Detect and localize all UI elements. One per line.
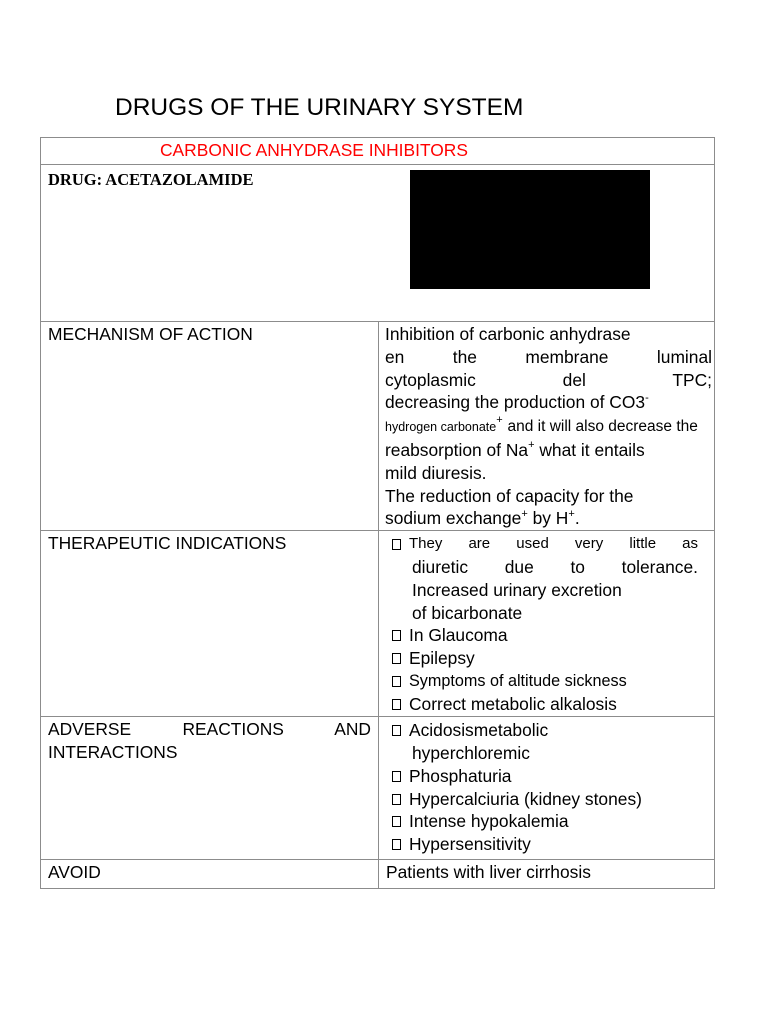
list-item-text: Hypersensitivity (409, 834, 531, 855)
list-item (409, 670, 698, 693)
adverse-label-cell (41, 717, 379, 860)
list-item-text: They are used very little as (409, 535, 698, 553)
mechanism-line-4: decreasing the production of CO3- (385, 391, 649, 413)
list-item (409, 765, 698, 788)
adverse-label-line-1: ADVERSE REACTIONS AND (48, 719, 371, 740)
adverse-row (41, 717, 715, 860)
list-item-continuation: diuretic due to tolerance. (412, 556, 698, 577)
list-item-continuation: hyperchloremic (412, 742, 530, 763)
avoid-value: Patients with liver cirrhosis (386, 862, 591, 883)
drug-row (41, 165, 715, 322)
checkbox-bullet-icon (392, 676, 401, 687)
list-item-text: Symptoms of altitude sickness (409, 671, 627, 690)
list-item (409, 810, 698, 833)
list-item-text: Correct metabolic alkalosis (409, 693, 617, 714)
list-item-text: In Glaucoma (409, 625, 508, 646)
checkbox-bullet-icon (392, 539, 401, 550)
mechanism-row (41, 322, 715, 531)
mechanism-line-2: en the membrane luminal (385, 346, 712, 367)
checkbox-bullet-icon (392, 630, 401, 641)
avoid-row (41, 860, 715, 889)
mechanism-label: MECHANISM OF ACTION (48, 324, 253, 344)
checkbox-bullet-icon (392, 725, 401, 736)
therapeutic-label: THERAPEUTIC INDICATIONS (48, 533, 287, 554)
mechanism-line-8: The reduction of capacity for the (385, 485, 634, 506)
mechanism-label-cell (41, 322, 379, 531)
checkbox-bullet-icon (392, 771, 401, 782)
adverse-label-line-2: INTERACTIONS (48, 741, 178, 762)
list-item-text: Phosphaturia (409, 765, 512, 786)
drug-cell (41, 165, 715, 322)
list-item (409, 624, 698, 647)
mechanism-line-7: mild diuresis. (385, 462, 487, 483)
checkbox-bullet-icon (392, 816, 401, 827)
section-title: CARBONIC ANHYDRASE INHIBITORS (160, 140, 468, 160)
avoid-value-cell (379, 860, 715, 889)
checkbox-bullet-icon (392, 839, 401, 850)
list-item-text: Epilepsy (409, 648, 475, 669)
page-title: DRUGS OF THE URINARY SYSTEM (115, 94, 524, 121)
drug-structure-image (410, 170, 650, 289)
mechanism-line-6: reabsorption of Na+ what it entails (385, 439, 645, 460)
list-item-text: Acidosismetabolic (409, 720, 549, 741)
list-item-continuation: Increased urinary excretion (412, 579, 622, 600)
mechanism-line-3: cytoplasmic del TPC; (385, 369, 712, 390)
mechanism-line-1: Inhibition of carbonic anhydrase (385, 324, 631, 344)
list-item (409, 719, 698, 765)
drug-table (40, 137, 715, 889)
therapeutic-row (41, 531, 715, 717)
list-item (409, 533, 698, 624)
drug-label: DRUG: ACETAZOLAMIDE (48, 170, 254, 189)
list-item-text: Intense hypokalemia (409, 811, 569, 832)
therapeutic-list (379, 531, 714, 715)
list-item-text: Hypercalciuria (kidney stones) (409, 788, 642, 809)
section-cell (41, 138, 715, 165)
checkbox-bullet-icon (392, 794, 401, 805)
mechanism-line-5: hydrogen carbonate+ and it will also decrease the (385, 414, 698, 436)
list-item (409, 788, 698, 811)
list-item (409, 693, 698, 716)
list-item-continuation: of bicarbonate (412, 602, 523, 623)
checkbox-bullet-icon (392, 653, 401, 664)
therapeutic-value-cell (379, 531, 715, 717)
list-item (409, 833, 698, 856)
mechanism-value-cell (379, 322, 715, 531)
mechanism-line-9: sodium exchange+ by H+. (385, 507, 580, 529)
list-item (409, 647, 698, 670)
therapeutic-label-cell (41, 531, 379, 717)
section-row (41, 138, 715, 165)
avoid-label-cell (41, 860, 379, 889)
adverse-list (379, 717, 714, 856)
checkbox-bullet-icon (392, 699, 401, 710)
adverse-value-cell (379, 717, 715, 860)
avoid-label: AVOID (48, 862, 101, 883)
